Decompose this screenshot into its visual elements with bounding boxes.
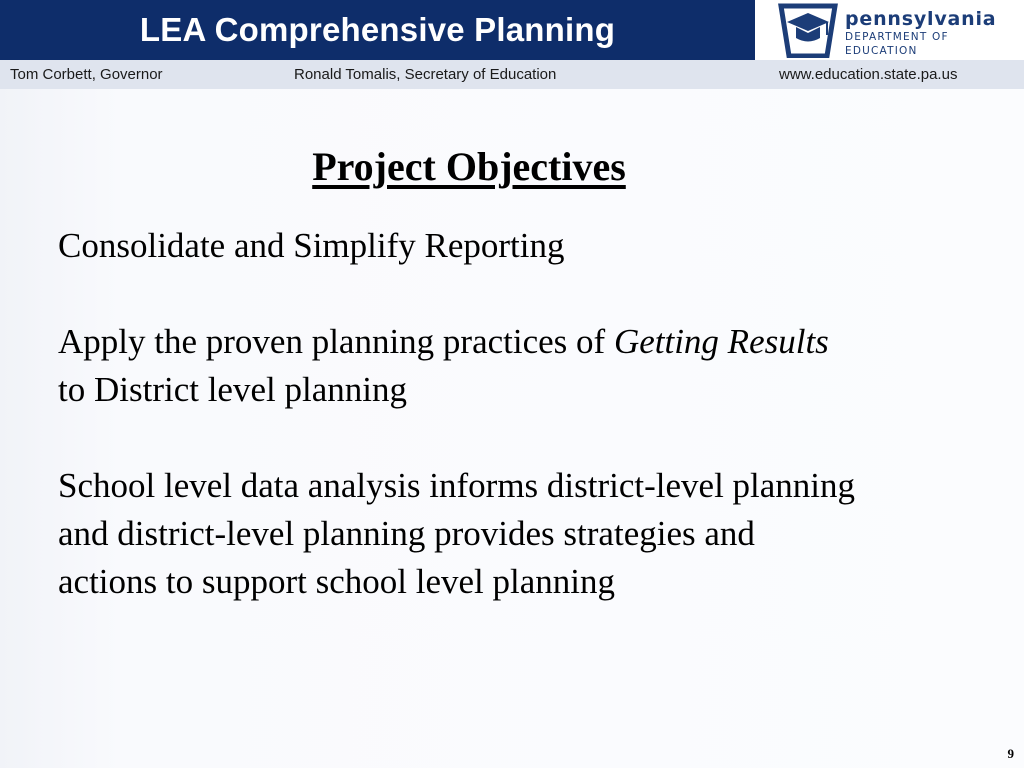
- title-bar: [0, 0, 755, 60]
- logo-state-name: pennsylvania: [845, 8, 997, 30]
- pa-education-logo: [755, 0, 1024, 60]
- page-number: 9: [1007, 746, 1014, 761]
- logo-department-name: DEPARTMENT OF EDUCATION: [845, 31, 949, 57]
- objectives-list: [58, 222, 858, 654]
- objective-item: Consolidate and Simplify Reporting: [58, 226, 565, 265]
- objective-item: School level data analysis informs district-level planning and district-level planning provides strategies and actions to support school level planning: [58, 466, 856, 601]
- objective-text: Apply the proven planning practices of: [58, 322, 614, 361]
- officials-bar: [0, 60, 1024, 89]
- logo-text: [845, 8, 1024, 58]
- objective-emphasis: Getting Results: [613, 322, 829, 361]
- presentation-title: LEA Comprehensive Planning: [139, 11, 616, 48]
- objective-text: to District level planning: [58, 370, 407, 409]
- objective-item: [58, 318, 858, 414]
- slide-heading: Project Objectives: [312, 144, 626, 189]
- keystone-mortarboard-icon: [777, 2, 839, 58]
- governor-label: Tom Corbett, Governor: [10, 66, 163, 83]
- website-link[interactable]: www.education.state.pa.us: [779, 66, 958, 83]
- secretary-label: Ronald Tomalis, Secretary of Education: [294, 66, 557, 83]
